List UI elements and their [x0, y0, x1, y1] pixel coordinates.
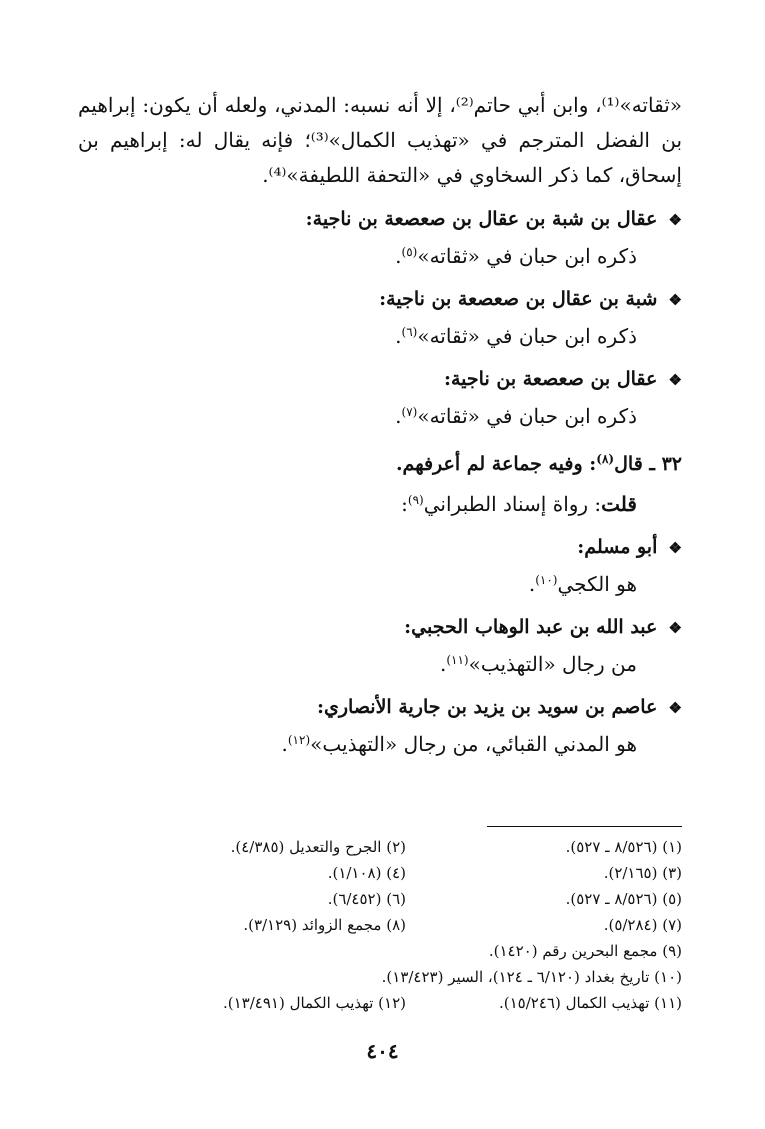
entry-text: ذكره ابن حبان في «ثقاته»: [417, 244, 637, 268]
footnote-ref: (١٢): [287, 733, 311, 747]
page-number: ٤٠٤: [366, 1039, 399, 1063]
footnote-row: [130, 834, 682, 860]
section-heading-text: : وفيه جماعة لم أعرفهم.: [395, 453, 597, 475]
entry-body: [78, 239, 637, 273]
entry-end: .: [528, 572, 536, 596]
footnote-ref: (١١): [446, 653, 469, 667]
diamond-bullet-icon: ❖: [668, 291, 682, 309]
entry-heading: [78, 612, 682, 643]
entry: [78, 692, 682, 761]
diamond-bullet-icon: ❖: [668, 619, 682, 637]
section-32-heading: [78, 449, 682, 479]
qult-end: :: [401, 492, 408, 516]
footnote-ref: (٧): [401, 405, 418, 419]
footnote: (٤) (١/١٠٨).: [327, 864, 406, 882]
footnote: (٩) مجمع البحرين رقم (١٤٢٠).: [488, 942, 682, 960]
footnote-ref: (٦): [401, 325, 418, 339]
footnote-row: [130, 860, 682, 886]
footnote: (٨) مجمع الزوائد (٣/١٢٩).: [243, 916, 406, 934]
footnote-ref: (١٠): [535, 573, 558, 587]
entry-body: [78, 647, 637, 681]
footnote: (١١) تهذيب الكمال (١٥/٢٤٦).: [499, 994, 682, 1012]
footnote: (١) (٨/٥٢٦ ـ ٥٢٧).: [565, 838, 682, 856]
entry-body: [78, 399, 637, 433]
entry-name: أبو مسلم:: [577, 536, 658, 558]
entry-heading: [78, 532, 682, 563]
footnote-ref: (٥): [401, 245, 418, 259]
entry-name: عقال بن صعصعة بن ناجية:: [443, 368, 658, 390]
entry-text: من رجال «التهذيب»: [468, 652, 637, 676]
entry-end: .: [439, 652, 447, 676]
entry-body: [78, 727, 637, 761]
diamond-bullet-icon: ❖: [668, 371, 682, 389]
footnote-ref: (٩): [407, 493, 424, 507]
entry-name: عاصم بن سويد بن يزيد بن جارية الأنصاري:: [316, 696, 658, 718]
footnote: (١٢) تهذيب الكمال (١٣/٤٩١).: [223, 994, 406, 1012]
entry-body: [78, 319, 637, 353]
entry-name: عقال بن شبة بن عقال بن صعصعة بن ناجية:: [305, 208, 658, 230]
entry-end: .: [395, 244, 402, 268]
footnote-divider: [487, 826, 682, 827]
entry-text: هو الكجي: [557, 572, 637, 596]
entry-text: ذكره ابن حبان في «ثقاته»: [417, 324, 637, 348]
footnote: (٢) الجرح والتعديل (٤/٣٨٥).: [230, 838, 406, 856]
entry-heading: [78, 364, 682, 395]
footnote: (٧) (٥/٢٨٤).: [603, 916, 682, 934]
footnote: (٥) (٨/٥٢٦ ـ ٥٢٧).: [565, 890, 682, 908]
entry-text: هو المدني القبائي، من رجال «التهذيب»: [310, 732, 637, 756]
diamond-bullet-icon: ❖: [668, 211, 682, 229]
qult-line: [78, 487, 637, 521]
entries-group-a: [78, 204, 682, 433]
entry-body: [78, 567, 637, 601]
intro-paragraph: [78, 88, 682, 193]
qult-text: : رواة إسناد الطبراني: [423, 492, 602, 516]
section-number-text: ٣٢ ـ قال: [614, 453, 682, 475]
entry-heading: [78, 204, 682, 235]
entries-group-b: [78, 532, 682, 761]
entry-name: شبة بن عقال بن صعصعة بن ناجية:: [379, 288, 658, 310]
footnote: (٦) (٦/٤٥٢).: [327, 890, 406, 908]
entry-end: .: [281, 732, 288, 756]
entry-heading: [78, 284, 682, 315]
diamond-bullet-icon: ❖: [668, 699, 682, 717]
footnote: (٣) (٢/١٦٥).: [603, 864, 682, 882]
footnote-ref: (٨): [596, 452, 615, 466]
entry: [78, 612, 682, 681]
footnote-row: [130, 886, 682, 912]
entry-name: عبد الله بن عبد الوهاب الحجبي:: [404, 616, 658, 638]
entry-text: ذكره ابن حبان في «ثقاته»: [417, 404, 637, 428]
entry: [78, 364, 682, 433]
footnote: (١٠) تاريخ بغداد (٦/١٢٠ ـ ١٢٤)، السير (١٣/٤٢٣).: [381, 968, 682, 986]
page-body: [78, 88, 682, 761]
footnote-row: [130, 912, 682, 938]
footnote-row: [130, 990, 682, 1016]
entry-heading: [78, 692, 682, 723]
entry-end: .: [395, 404, 402, 428]
footnotes: [130, 834, 682, 1016]
intro-text: «ثقاته»⁽¹⁾، وابن أبي حاتم⁽²⁾، إلا أنه نسبه: المدني، ولعله أن يكون: إبراهيم بن الفضل المترجم في «تهذيب الكمال»⁽³⁾؛ فإنه يقال له: إبراهيم بن إسحاق، كما ذكر السخاوي في «التحفة اللطيفة»⁽⁴⁾.: [78, 93, 683, 187]
qult-keyword: قلت: [601, 492, 637, 516]
entry: [78, 204, 682, 273]
entry: [78, 532, 682, 601]
entry: [78, 284, 682, 353]
diamond-bullet-icon: ❖: [668, 539, 682, 557]
entry-end: .: [395, 324, 402, 348]
